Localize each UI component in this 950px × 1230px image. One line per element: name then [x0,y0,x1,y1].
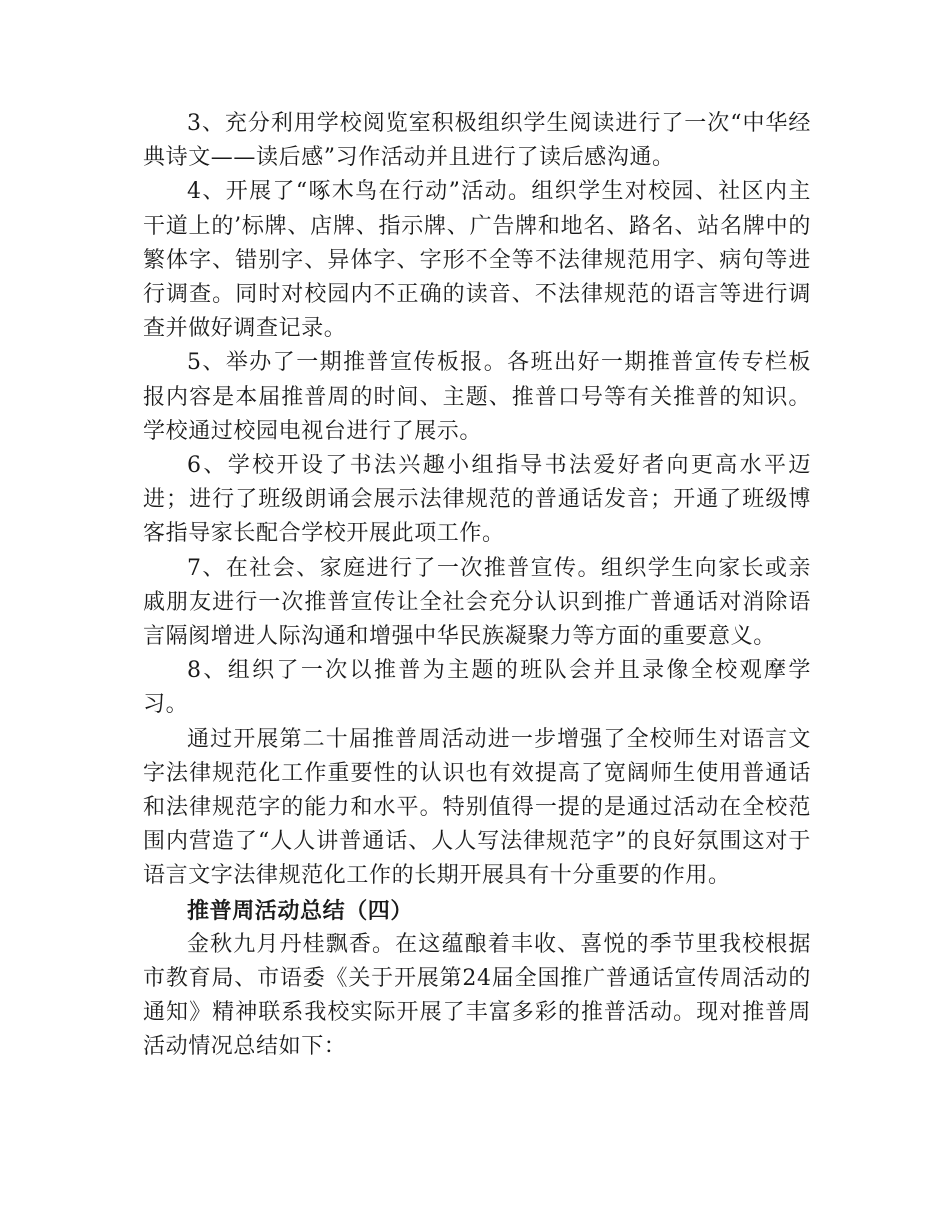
section-heading: 推普周活动总结（四） [187,897,414,924]
paragraph-item-5: 5、举办了一期推普宣传板报。各班出好一期推普宣传专栏板报内容是本届推普周的时间、主题、推普口号等有关推普的知识。学校通过校园电视台进行了展示。 [143,350,811,444]
paragraph-item-3: 3、充分利用学校阅览室积极组织学生阅读进行了一次“中华经典诗文——读后感”习作活动并且进行了读后感沟通。 [143,111,811,171]
document-page [143,107,811,1065]
paragraph-item-7: 7、在社会、家庭进行了一次推普宣传。组织学生向家长或亲戚朋友进行一次推普宣传让全社会充分认识到推广普通话对消除语言隔阂增进人际沟通和增强中华民族凝聚力等方面的重要意义。 [143,555,811,650]
summary-paragraph: 通过开展第二十届推普周活动进一步增强了全校师生对语言文字法律规范化工作重要性的认识也有效提高了宽阔师生使用普通话和法律规范字的能力和水平。特别值得一提的是通过活动在全校范围内营造了“人人讲普通话、人人写法律规范字”的良好氛围这对于语言文字法律规范化工作的长期开展具有十分重要的作用。 [143,726,811,889]
paragraph-item-6: 6、学校开设了书法兴趣小组指导书法爱好者向更高水平迈进；进行了班级朗诵会展示法律规范的普通话发音；开通了班级博客指导家长配合学校开展此项工作。 [143,453,811,547]
section-intro-paragraph: 金秋九月丹桂飘香。在这蕴酿着丰收、喜悦的季节里我校根据市教育局、市语委《关于开展第24届全国推广普通话宣传周活动的通知》精神联系我校实际开展了丰富多彩的推普活动。现对推普周活动情况总结如下： [143,931,811,1060]
paragraph-item-8: 8、组织了一次以推普为主题的班队会并且录像全校观摩学习。 [143,658,811,718]
paragraph-item-4: 4、开展了“啄木鸟在行动”活动。组织学生对校园、社区内主干道上的’标牌、店牌、指示牌、广告牌和地名、路名、站名牌中的繁体字、错别字、异体字、字形不全等不法律规范用字、病句等进行调查。同时对校园内不正确的读音、不法律规范的语言等进行调查并做好调查记录。 [143,179,811,342]
